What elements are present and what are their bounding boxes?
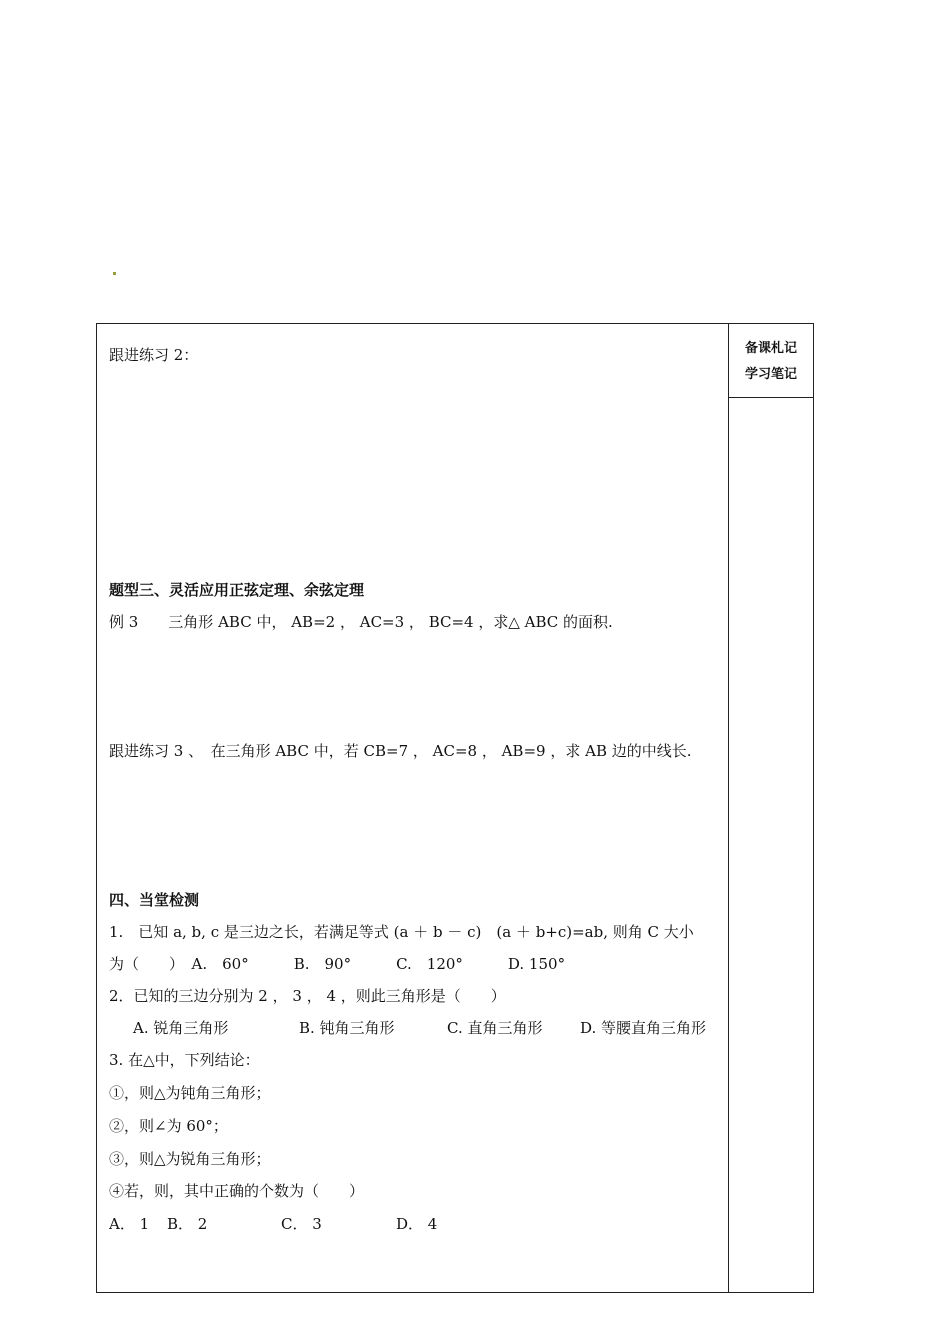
question-3-item-4: ④若，则，其中正确的个数为（ ） — [109, 1182, 365, 1200]
example-3-text: 例 3 三角形 ABC 中， AB=2 ， AC=3 ， BC=4 ，求△ ABC 的面积. — [109, 613, 613, 631]
question-3-item-3: ③，则△为锐角三角形； — [109, 1150, 271, 1168]
question-3-item-1: ①，则△为钝角三角形； — [109, 1084, 271, 1102]
question-3-option-c: C． 3 — [281, 1215, 322, 1233]
question-3-option-a: A． 1 — [109, 1215, 150, 1233]
section-3-heading: 题型三、灵活应用正弦定理、余弦定理 — [109, 581, 365, 599]
question-2-stem: 2．已知的三边分别为 2 ， 3 ， 4 ，则此三角形是（ ） — [109, 987, 506, 1005]
main-content-column — [97, 324, 729, 1292]
question-2-option-c: C. 直角三角形 — [447, 1019, 543, 1037]
question-3-stem: 3. 在△中，下列结论： — [109, 1051, 260, 1069]
question-2-option-a: A. 锐角三角形 — [133, 1019, 229, 1037]
practice-3-text: 跟进练习 3 、 在三角形 ABC 中，若 CB=7 ， AC=8 ， AB=9 ，求 AB 边的中线长. — [109, 742, 692, 760]
question-2-option-d: D. 等腰直角三角形 — [580, 1019, 707, 1037]
notes-header-line-2: 学习笔记 — [744, 367, 797, 382]
question-3-item-2: ②，则∠为 60°； — [109, 1117, 228, 1135]
practice-2-label: 跟进练习 2： — [109, 346, 199, 364]
question-1-line-1: 1. 已知 a, b, c 是三边之长，若满足等式 (a ＋ b － c) (a ＋ b+c)=ab, 则角 C 大小 — [109, 923, 694, 941]
question-3-option-b: B． 2 — [167, 1215, 208, 1233]
decorative-dot — [113, 272, 116, 275]
notes-header-line-1: 备课札记 — [744, 341, 797, 356]
question-1-line-2: 为（ ） A. 60° B. 90° C. 120° D. 150° — [109, 955, 566, 973]
lesson-table — [96, 323, 814, 1293]
notes-column — [729, 324, 813, 1292]
question-3-option-d: D． 4 — [396, 1215, 438, 1233]
question-2-option-b: B. 钝角三角形 — [299, 1019, 395, 1037]
notes-column-header — [729, 324, 813, 398]
section-4-heading: 四、当堂检测 — [109, 891, 200, 909]
